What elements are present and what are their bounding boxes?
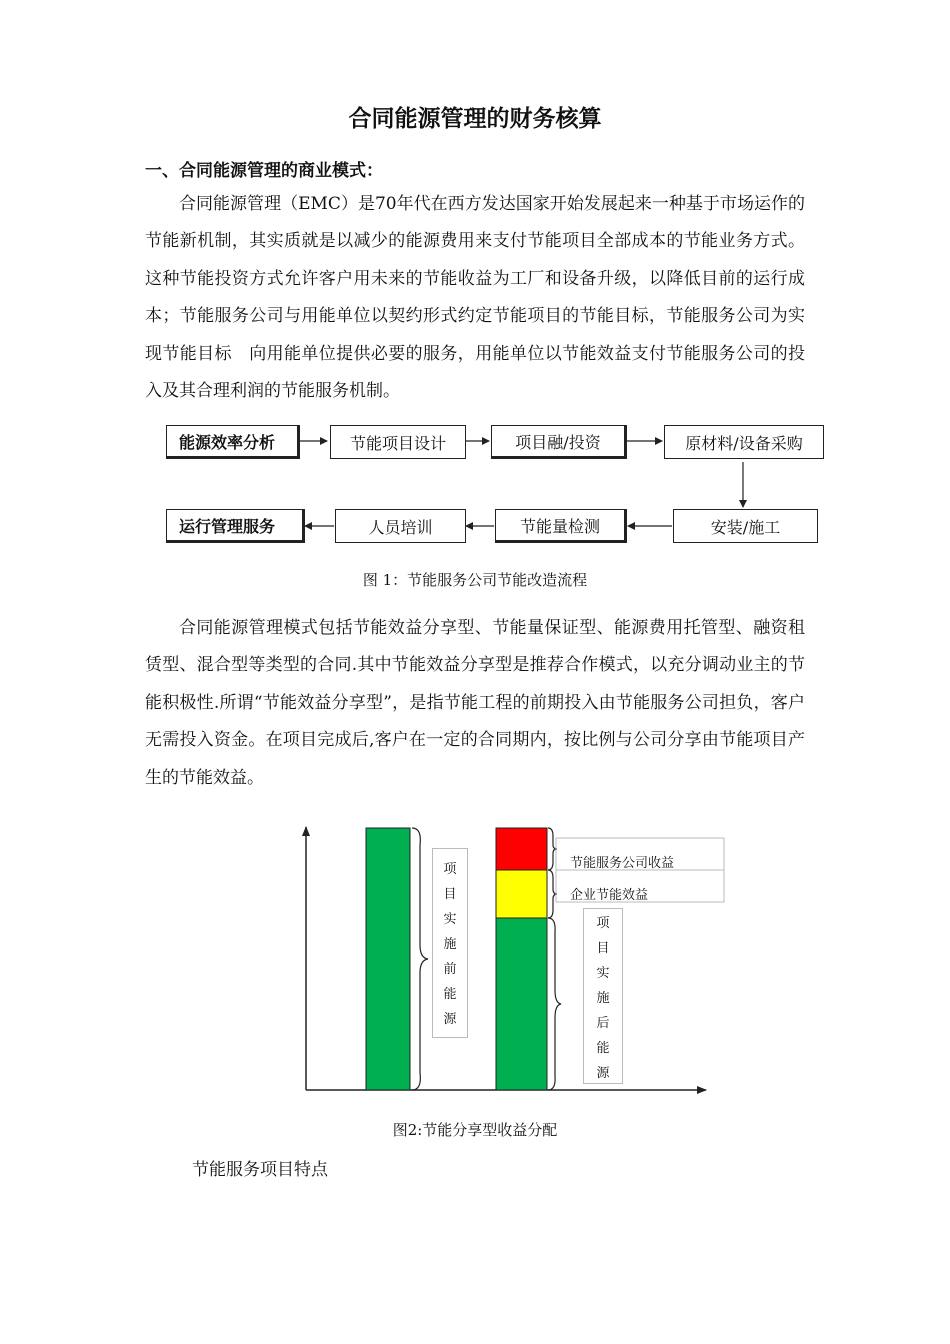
flow-step-energy-analysis: 能源效率分析 <box>166 425 300 459</box>
flow-step-operation: 运行管理服务 <box>166 509 305 543</box>
brace-after <box>548 918 561 1090</box>
flow-step-measurement: 节能量检测 <box>495 509 627 543</box>
label-after-energy <box>583 908 623 1084</box>
brace-before <box>412 828 428 1090</box>
figure1-caption: 图 1：节能服务公司节能改造流程 <box>362 571 588 589</box>
document-title: 合同能源管理的财务核算 <box>348 106 602 132</box>
bar-after-company-share <box>496 828 547 870</box>
flow-step-project-design: 节能项目设计 <box>330 425 466 459</box>
label-before-energy-text: 项目实施前能源 <box>443 862 457 1027</box>
flow-step-training: 人员培训 <box>335 509 466 543</box>
section-heading: 一、合同能源管理的商业模式： <box>145 161 383 181</box>
contract-types-paragraph: 合同能源管理模式包括节能效益分享型、节能量保证型、能源费用托管型、融资租赁型、混合型等类型的合同.其中节能效益分享型是推荐合作模式，以充分调动业主的节能积极性.所谓“节能效益分享型”，是指节能工程的前期投入由节能服务公司担负，客户无需投入资金。在项目完成后,客户在一定的合同期内，按比例与公司分享由节能项目产生的节能效益。 <box>145 618 805 788</box>
label-before-energy <box>432 848 468 1038</box>
section-subheading: 节能服务项目特点 <box>192 1160 328 1180</box>
flow-step-installation: 安装/施工 <box>673 509 818 543</box>
label-enterprise-share: 企业节能效益 <box>570 888 649 903</box>
flow-step-procurement: 原材料/设备采购 <box>664 425 824 459</box>
bar-after-energy <box>496 918 547 1090</box>
bar-before-energy <box>366 828 410 1090</box>
label-company-share: 节能服务公司收益 <box>570 856 675 871</box>
label-after-energy-text: 项目实施后能源 <box>596 916 610 1081</box>
flow-step-financing: 项目融/投资 <box>491 425 627 459</box>
figure2-caption: 图2:节能分享型收益分配 <box>392 1121 558 1139</box>
intro-paragraph: 合同能源管理（EMC）是70年代在西方发达国家开始发展起来一种基于市场运作的节能新机制，其实质就是以减少的能源费用来支付节能项目全部成本的节能业务方式。这种节能投资方式允许客户用未来的节能收益为工厂和设备升级，以降低目前的运行成本；节能服务公司与用能单位以契约形式约定节能项目的节能目标，节能服务公司为实现节能目标 向用能单位提供必要的服务，用能单位以节能效益支付节能服务公司的投入及其合理利润的节能服务机制。 <box>145 194 805 402</box>
bar-after-enterprise-share <box>496 870 547 918</box>
